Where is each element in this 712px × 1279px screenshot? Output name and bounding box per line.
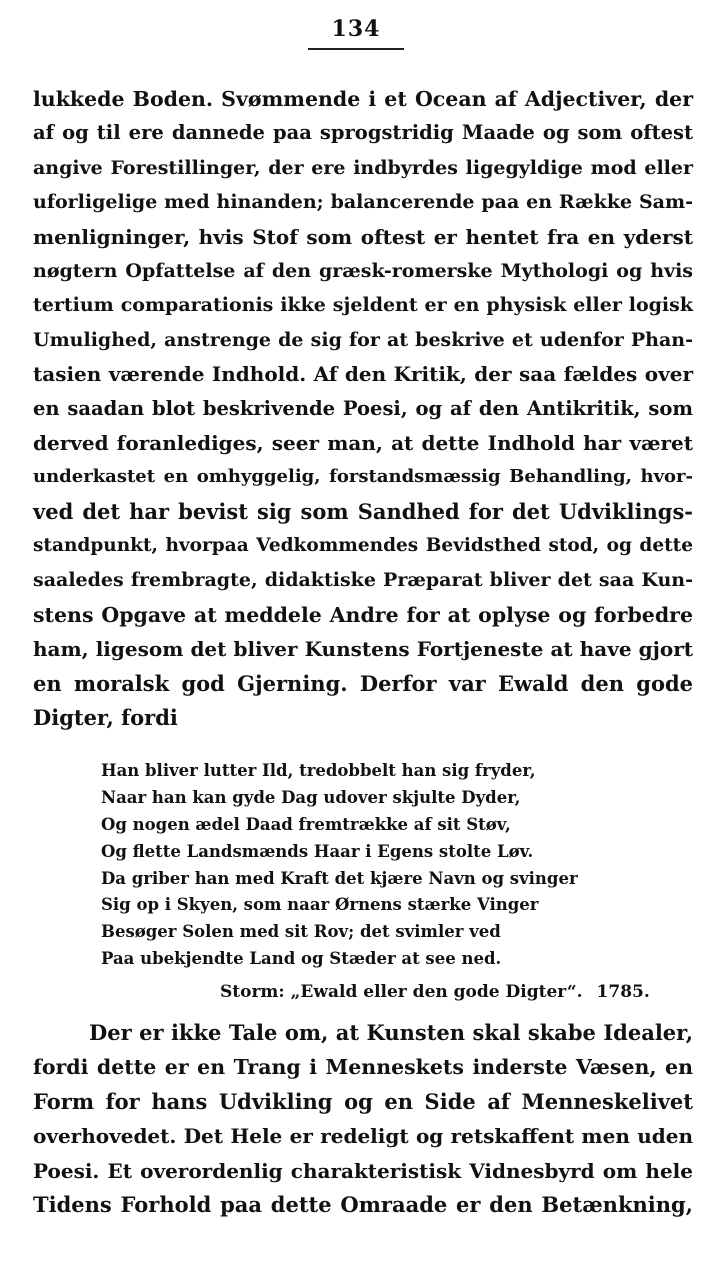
text-line: underkastet en omhyggelig, forstandsmæssig Behandling, hvor- — [33, 466, 693, 488]
page-number: 134 — [331, 16, 381, 42]
text-line: stens Opgave at meddele Andre for at oplyse og forbedre — [33, 602, 693, 627]
poem-line: Og flette Landsmænds Haar i Egens stolte Løv. — [101, 841, 534, 861]
text-line: ved det har bevist sig som Sandhed for det Udviklings- — [33, 498, 693, 524]
poem-line: Og nogen ædel Daad fremtrække af sit Støv, — [101, 814, 511, 834]
text-line: lukkede Boden. Svømmende i et Ocean af Adjectiver, der — [33, 87, 693, 111]
text-line: tasien værende Indhold. Af den Kritik, der saa fældes over — [33, 362, 693, 387]
text-line: nøgtern Opfattelse af den græsk-romerske Mythologi og hvis — [33, 259, 693, 282]
poem-line: Han bliver lutter Ild, tredobbelt han sig fryder, — [101, 761, 536, 780]
text-line: angive Forestillinger, der ere indbyrdes ligegyldige mod eller — [33, 156, 693, 179]
paragraph-1 — [33, 82, 693, 735]
text-line: Digter, fordi — [33, 705, 178, 731]
poem-quotation — [101, 758, 581, 973]
text-line: Poesi. Et overordenlig charakteristisk Vidnesbyrd om hele — [33, 1158, 693, 1183]
text-line: tertium comparationis ikke sjeldent er en physisk eller logisk — [33, 294, 693, 317]
poem-line: Sig op i Skyen, som naar Ørnens stærke Vinger — [101, 895, 539, 915]
page-number-rule — [308, 48, 404, 50]
text-line: menligninger, hvis Stof som oftest er hentet fra en yderst — [33, 224, 693, 249]
paragraph-2 — [33, 1016, 693, 1222]
text-line: Tidens Forhold paa dette Omraade er den Betænkning, — [33, 1191, 693, 1217]
poem-attribution — [220, 978, 650, 1006]
attribution-year: 1785. — [596, 982, 650, 1002]
text-line: saaledes frembragte, didaktiske Præparat bliver det saa Kun- — [33, 569, 693, 592]
text-line: af og til ere dannede paa sprogstridig Maade og som oftest — [33, 121, 693, 145]
poem-line: Besøger Solen med sit Rov; det svimler ved — [101, 922, 501, 942]
poem-line: Naar han kan gyde Dag udover skjulte Dyder, — [101, 787, 521, 807]
text-line: en saadan blot beskrivende Poesi, og af den Antikritik, som — [33, 396, 693, 420]
text-line: derved foranlediges, seer man, at dette Indhold har været — [33, 430, 693, 455]
text-line: en moralsk god Gjerning. Derfor var Ewald den gode — [33, 670, 693, 696]
text-line: ham, ligesom det bliver Kunstens Fortjeneste at have gjort — [33, 637, 693, 662]
text-line: Umulighed, anstrenge de sig for at beskrive et udenfor Phan- — [33, 328, 693, 351]
text-line: overhovedet. Det Hele er redeligt og retskaffent men uden — [33, 1124, 693, 1149]
text-line: Form for hans Udvikling og en Side af Menneskelivet — [33, 1088, 693, 1114]
poem-line: Da griber han med Kraft det kjære Navn og svinger — [101, 868, 578, 888]
attribution-source: Storm: „Ewald eller den gode Digter“. — [220, 982, 583, 1002]
text-line: uforligelige med hinanden; balancerende paa en Række Sam- — [33, 191, 693, 214]
text-line: Der er ikke Tale om, at Kunsten skal skabe Idealer, — [89, 1020, 693, 1045]
text-line: standpunkt, hvorpaa Vedkommendes Bevidsthed stod, og dette — [33, 535, 693, 557]
poem-line: Paa ubekjendte Land og Stæder at see ned. — [101, 949, 502, 969]
text-line: fordi dette er en Trang i Menneskets inderste Væsen, en — [33, 1055, 693, 1080]
